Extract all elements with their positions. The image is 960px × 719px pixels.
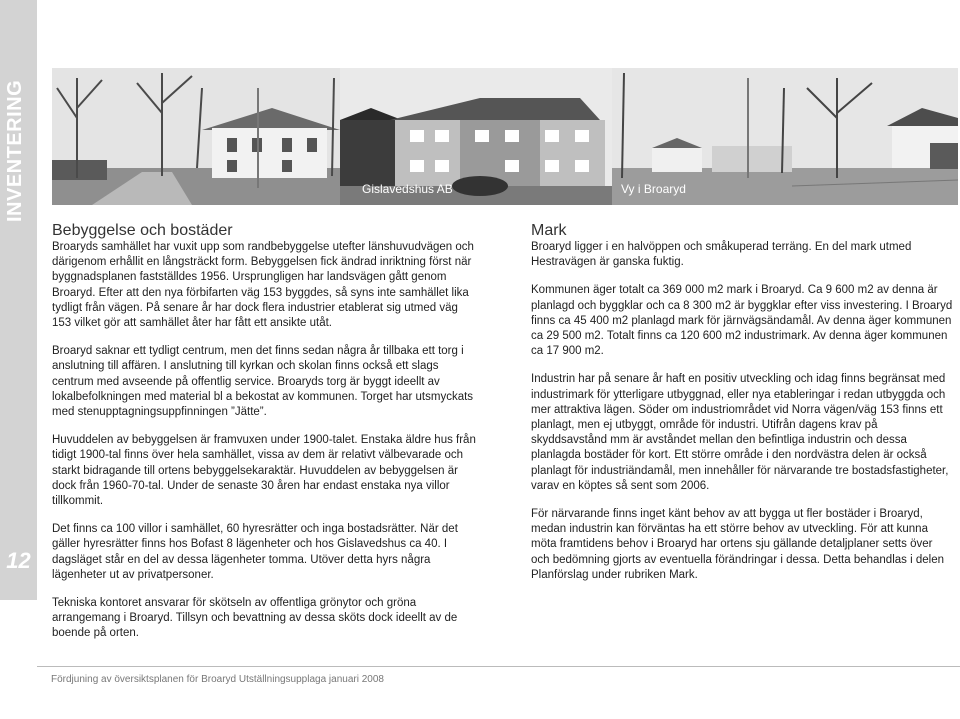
page-number: 12 [6, 548, 31, 573]
paragraph: För närvarande finns inget känt behov av att bygga ut fler bostäder i Broaryd, medan industrin kan förväntas ha ett större behov av utveckling. För att kunna möta framtidens behov i Broaryd har ortens sju gällande detaljplaner setts över och bedömning gjorts av eventuella förändringar i dessa. Detta behandlas i delen Planförslag under rubriken Mark. [531, 508, 944, 581]
section-sidebar [0, 0, 37, 600]
paragraph: Broaryd saknar ett tydligt centrum, men det finns sedan några år tillbaka ett torg i anslutning till affären. I anslutning till kyrkan och skolan finns också ett slags centrum med avseende på offentlig service. Broaryds torg är byggt ideellt av lokalbefolkningen med material bl a bekostat av kommunen. Torget har utsmyckats med stenupptagningsuppfinningen ”Jätte”. [52, 345, 474, 419]
footer-text: Fördjuning av översiktsplanen för Broaryd Utställningsupplaga januari 2008 [51, 674, 384, 685]
paragraph: Kommunen äger totalt ca 369 000 m2 mark i Broaryd. Ca 9 600 m2 av denna är planlagd och byggklar och ca 8 300 m2 är byggklar efter viss investering. I Broaryd finns ca 45 400 m2 planlagd mark för järnvägsändamål. Av denna äger kommunen ca 29 500 m2. Totalt finns ca 120 600 m2 industrimark. Av denna äger kommunen ca 17 900 m2. [531, 284, 953, 358]
left-column [52, 240, 476, 655]
photo-caption-left: Gislavedshus AB [362, 182, 453, 196]
paragraph: Industrin har på senare år haft en positiv utveckling och idag finns begränsat med industrimark för ytterligare utbyggnad, eller nya etableringar i redan utbyggda och mer attraktiva lägen. Söder om industriområdet vid Norra vägen/väg 153 finns ett planlagt, men ej utbyggt, område för industri. Utifrån dagens krav på skyddsavstånd mm är avståndet mellan den befintliga industrin och dessa planlagda bostäder för kort. Ett större område i den nordvästra delen är också planlagt för industriändamål, men innehåller för närvarande tre bostadsfastigheter, varav en köptes så sent som 2006. [531, 373, 949, 492]
paragraph: Huvuddelen av bebyggelsen är framvuxen under 1900-talet. Enstaka äldre hus från tidigt 1900-tal finns över hela samhället, vissa av dem är relativt välbevarade och starkt bidragande till ortens bebyggelsekaraktär. Huvuddelen av bebyggelsen är dock från 1960-70-tal. Under de senaste 30 åren har endast enstaka nya villor tillkommit. [52, 434, 476, 508]
right-column [531, 240, 953, 596]
paragraph: Det finns ca 100 villor i samhället, 60 hyresrätter och inga bostadsrätter. När det gäller hyresrätter finns hos Bofast 8 lägenheter och hos Gislavedshus ca 40. I dagsläget står en del av dessa lägenheter tomma. Utöver detta hyrs några lägenheter ut av privatpersoner. [52, 523, 458, 581]
photo-street-villa [52, 68, 340, 205]
heading-buildings: Bebyggelse och bostäder [52, 222, 233, 239]
paragraph: Broaryd ligger i en halvöppen och småkuperad terräng. En del mark utmed Hestravägen är ganska fuktig. [531, 241, 912, 269]
footer-divider [37, 666, 960, 667]
section-title: INVENTERING [4, 79, 26, 222]
paragraph: Tekniska kontoret ansvarar för skötseln av offentliga grönytor och gröna arrangemang i Broaryd. Tillsyn och bevattning av dessa sköts dock ideellt av de boende på orten. [52, 597, 458, 640]
heading-land: Mark [531, 222, 567, 239]
paragraph: Broaryds samhället har vuxit upp som randbebyggelse utefter länshuvudvägen och därigenom erhållit en långsträckt form. Bebyggelsen fick ändrad inriktning först när byggnadsplanen fastställdes 1956. Ursprungligen har landsvägen gått genom Broaryd. Efter att den nya förbifarten väg 153 byggdes, så syns inte samhället lika tydligt från vägen. På senare år har dock flera industrier etablerat sig utmed väg 153 vilket gör att samhället åter har fått ett ansikte utåt. [52, 241, 474, 330]
photo-caption-right: Vy i Broaryd [621, 182, 686, 196]
